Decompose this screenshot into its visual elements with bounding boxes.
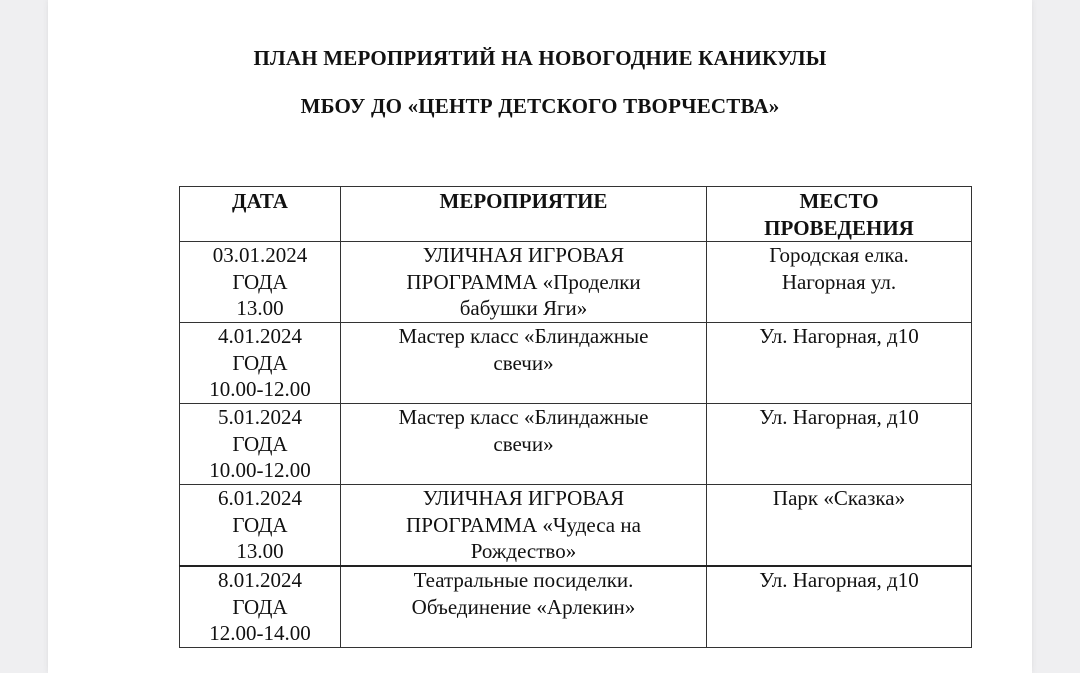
table-row bbox=[180, 566, 972, 647]
date-line: ГОДА bbox=[232, 512, 288, 537]
place-line: Ул. Нагорная, д10 bbox=[759, 324, 919, 348]
event-line: свечи» bbox=[493, 350, 554, 375]
date-line: ГОДА bbox=[232, 594, 288, 619]
time-line: 13.00 bbox=[236, 296, 284, 320]
cell-date bbox=[180, 404, 341, 485]
cell-date bbox=[180, 242, 341, 323]
event-line: Объединение «Арлекин» bbox=[411, 594, 636, 619]
cell-event bbox=[341, 566, 707, 647]
table-row bbox=[180, 485, 972, 567]
place-line: Ул. Нагорная, д10 bbox=[759, 405, 919, 429]
cell-date bbox=[180, 566, 341, 647]
cell-event bbox=[341, 242, 707, 323]
event-line: УЛИЧНАЯ ИГРОВАЯ bbox=[422, 243, 625, 267]
header-event: МЕРОПРИЯТИЕ bbox=[341, 187, 707, 242]
event-line: Рождество» bbox=[470, 539, 577, 563]
date-line: ГОДА bbox=[232, 431, 288, 456]
place-line: Ул. Нагорная, д10 bbox=[759, 568, 919, 592]
table-header-row bbox=[180, 187, 972, 242]
cell-event bbox=[341, 323, 707, 404]
date-line: 5.01.2024 bbox=[218, 405, 302, 429]
date-line: 4.01.2024 bbox=[218, 324, 302, 348]
cell-place bbox=[707, 323, 972, 404]
date-line: 03.01.2024 bbox=[212, 243, 308, 267]
header-date: ДАТА bbox=[180, 187, 341, 242]
cell-date bbox=[180, 323, 341, 404]
place-line: Нагорная ул. bbox=[781, 269, 897, 294]
cell-event bbox=[341, 404, 707, 485]
event-line: свечи» bbox=[493, 431, 554, 456]
cell-event bbox=[341, 485, 707, 567]
event-line: Мастер класс «Блиндажные bbox=[398, 405, 649, 429]
event-line: ПРОГРАММА «Проделки bbox=[406, 269, 641, 294]
organization-title: МБОУ ДО «ЦЕНТР ДЕТСКОГО ТВОРЧЕСТВА» bbox=[300, 94, 780, 118]
event-line: ПРОГРАММА «Чудеса на bbox=[406, 512, 641, 537]
table-row bbox=[180, 404, 972, 485]
header-place bbox=[707, 187, 972, 242]
events-table bbox=[179, 186, 972, 648]
header-place-line: МЕСТО bbox=[799, 189, 879, 213]
cell-place bbox=[707, 242, 972, 323]
table-row bbox=[180, 242, 972, 323]
place-line: Парк «Сказка» bbox=[772, 486, 906, 510]
event-line: бабушки Яги» bbox=[459, 296, 588, 320]
time-line: 10.00-12.00 bbox=[209, 458, 311, 482]
time-line: 12.00-14.00 bbox=[209, 621, 311, 645]
event-line: Театральные посиделки. bbox=[413, 568, 634, 592]
cell-date bbox=[180, 485, 341, 567]
cell-place bbox=[707, 485, 972, 567]
date-line: 6.01.2024 bbox=[218, 486, 302, 510]
cell-place bbox=[707, 566, 972, 647]
time-line: 13.00 bbox=[236, 539, 284, 563]
cell-place bbox=[707, 404, 972, 485]
date-line: ГОДА bbox=[232, 350, 288, 375]
event-line: УЛИЧНАЯ ИГРОВАЯ bbox=[422, 486, 625, 510]
place-line: Городская елка. bbox=[769, 243, 909, 267]
table-row bbox=[180, 323, 972, 404]
header-place-line: ПРОВЕДЕНИЯ bbox=[764, 215, 914, 240]
time-line: 10.00-12.00 bbox=[209, 377, 311, 401]
document-title: ПЛАН МЕРОПРИЯТИЙ НА НОВОГОДНИЕ КАНИКУЛЫ bbox=[253, 46, 827, 70]
date-line: 8.01.2024 bbox=[218, 568, 302, 592]
event-line: Мастер класс «Блиндажные bbox=[398, 324, 649, 348]
date-line: ГОДА bbox=[232, 269, 288, 294]
